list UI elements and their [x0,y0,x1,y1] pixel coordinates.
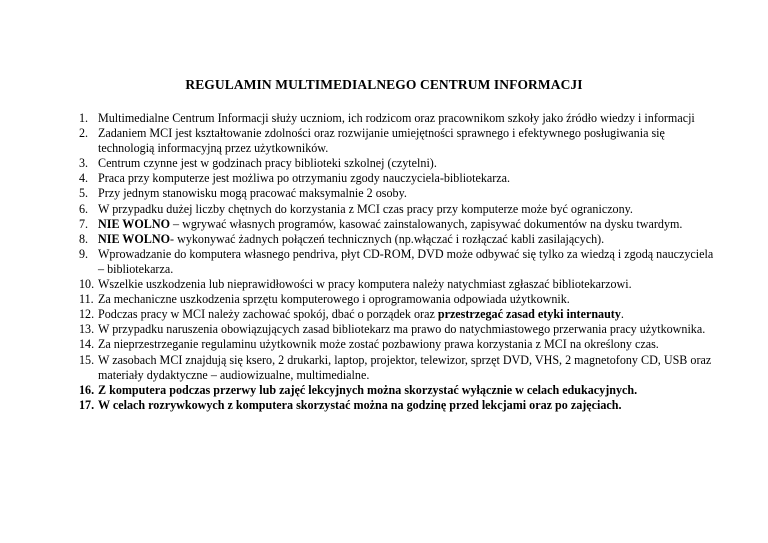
list-item [79,277,719,292]
list-item [79,322,719,337]
item-text: Podczas pracy w MCI należy zachować spokój, dbać o porządek oraz [98,307,438,322]
list-item [79,202,719,217]
list-item [79,126,719,156]
list-item [79,337,719,352]
item-text-wrapper [98,232,719,247]
item-text: Z komputera podczas przerwy lub zajęć lekcyjnych można skorzystać wyłącznie w celach edukacyjnych. [98,382,638,397]
item-text: W zasobach MCI znajdują się ksero, 2 drukarki, laptop, projektor, telewizor, sprzęt DVD, VHS, 2 magnetofony CD, USB oraz materiały dydaktyczne – audiowizualne, multimedialne. [98,352,712,382]
item-text: Centrum czynne jest w godzinach pracy biblioteki szkolnej (czytelni). [98,156,437,171]
list-item [79,171,719,186]
list-item [79,307,719,322]
item-text-wrapper [98,217,719,232]
item-text: W przypadku naruszenia obowiązujących zasad bibliotekarz ma prawo do natychmiastowego przerwania pracy użytkownika. [98,322,706,337]
item-number: 3. [79,156,89,171]
item-number: 10. [79,277,95,292]
list-item [79,156,719,171]
item-text: Za mechaniczne uszkodzenia sprzętu komputerowego i oprogramowania odpowiada użytkownik. [98,292,570,307]
item-number: 17. [79,397,95,412]
list-item [79,383,719,398]
item-text: Zadaniem MCI jest kształtowanie zdolności oraz rozwijanie umiejętności sprawnego i efektywnego posługiwania się technologią informacyjną przez użytkowników. [98,126,665,156]
list-item [79,353,719,383]
item-bold-prefix: NIE WOLNO [98,231,171,246]
list-item [79,292,719,307]
item-text: Multimedialne Centrum Informacji służy uczniom, ich rodzicom oraz pracownikom szkoły jako źródło wiedzy i informacji [98,111,695,125]
item-text-wrapper [98,307,719,322]
item-number: 2. [79,126,89,141]
item-number: 9. [79,246,89,261]
item-text: W przypadku dużej liczby chętnych do korzystania z MCI czas pracy przy komputerze może być ograniczony. [98,201,633,216]
list-item [79,398,719,413]
list-item [79,217,719,232]
item-number: 5. [79,186,89,201]
item-text: Przy jednym stanowisku mogą pracować maksymalnie 2 osoby. [98,186,407,201]
item-text: Wprowadzanie do komputera własnego pendriva, płyt CD-ROM, DVD może odbywać się tylko za wiedzą i zgodą nauczyciela – bibliotekarza. [98,246,714,276]
item-number: 7. [79,216,89,231]
document-title: REGULAMIN MULTIMEDIALNEGO CENTRUM INFORMACJI [185,77,583,92]
item-bold-prefix: NIE WOLNO [98,216,171,231]
item-text: – wgrywać własnych programów, kasować zainstalowanych, zapisywać dokumentów na dysku twardym. [170,216,683,231]
item-number: 12. [79,307,95,322]
item-bold-suffix: przestrzegać zasad etyki internauty [437,307,621,322]
item-number: 15. [79,352,95,367]
item-text: - wykonywać żadnych połączeń technicznych (np.włączać i rozłączać kabli zasilających). [170,231,605,246]
item-number: 8. [79,231,89,246]
list-item [79,111,719,126]
item-text: Wszelkie uszkodzenia lub nieprawidłowości w pracy komputera należy natychmiast zgłaszać bibliotekarzowi. [98,277,632,292]
item-number: 14. [79,337,95,352]
item-number: 4. [79,171,89,186]
item-number: 1. [79,111,89,125]
item-number: 6. [79,201,89,216]
rules-list [79,111,719,413]
item-number: 16. [79,382,95,397]
item-number: 11. [79,292,94,307]
item-tail: . [620,307,624,322]
item-number: 13. [79,322,95,337]
list-item [79,247,719,277]
item-text: W celach rozrywkowych z komputera skorzystać można na godzinę przed lekcjami oraz po zajęciach. [98,397,622,412]
item-text: Praca przy komputerze jest możliwa po otrzymaniu zgody nauczyciela-bibliotekarza. [98,171,511,186]
item-text: Za nieprzestrzeganie regulaminu użytkownik może zostać pozbawiony prawa korzystania z MCI na określony czas. [98,337,659,352]
list-item [79,186,719,201]
list-item [79,232,719,247]
